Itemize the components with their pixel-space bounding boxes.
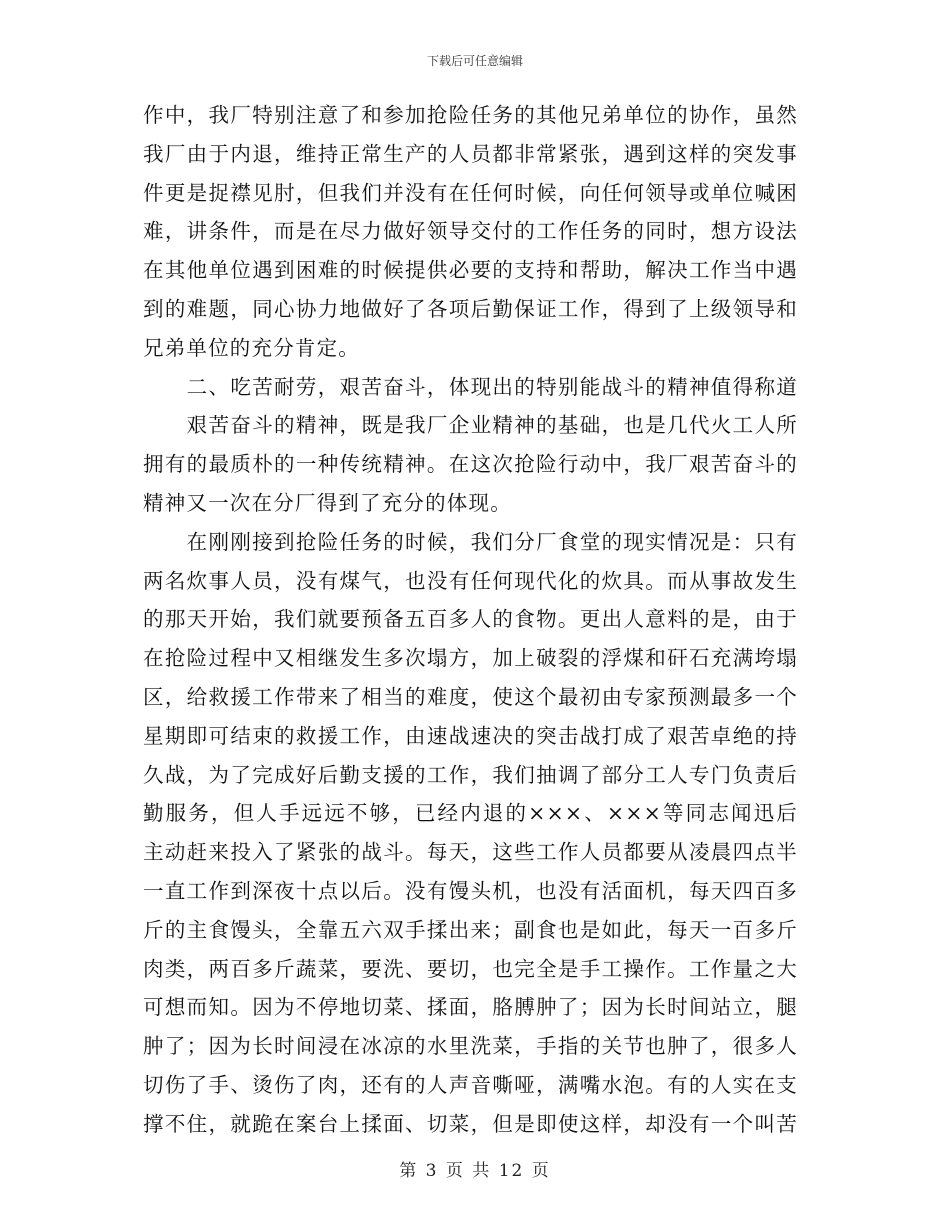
body-line: 切伤了手、烫伤了肉，还有的人声音嘶哑，满嘴水泡。有的人实在支 (143, 1072, 798, 1097)
body-line: 主动赶来投入了紧张的战斗。每天，这些工作人员都要从凌晨四点半 (143, 840, 798, 865)
page-header: 下载后可任意编辑 (426, 54, 523, 68)
body-line: 在其他单位遇到困难的时候提供必要的支持和帮助，解决工作当中遇 (143, 258, 798, 283)
body-line: 可想而知。因为不停地切菜、揉面，胳膊肿了；因为长时间站立，腿 (143, 995, 798, 1020)
body-line: 兄弟单位的充分肯定。 (143, 335, 360, 360)
body-line: 件更是捉襟见肘，但我们并没有在任何时候，向任何领导或单位喊困 (143, 180, 798, 205)
body-line: 斤的主食馒头，全靠五六双手揉出来；副食也是如此，每天一百多斤 (143, 917, 798, 942)
body-line: 撑不住，就跪在案台上揉面、切菜，但是即使这样，却没有一个叫苦 (143, 1111, 798, 1136)
page-footer: 第 3 页 共 12 页 (399, 1161, 551, 1181)
body-line: 肿了；因为长时间浸在冰凉的水里洗菜，手指的关节也肿了，很多人 (143, 1034, 798, 1059)
body-line: 久战，为了完成好后勤支援的工作，我们抽调了部分工人专门负责后 (143, 762, 798, 787)
body-line: 区，给救援工作带来了相当的难度，使这个最初由专家预测最多一个 (143, 684, 798, 709)
body-line: 二、吃苦耐劳，艰苦奋斗，体现出的特别能战斗的精神值得称道 (143, 374, 798, 399)
body-line: 精神又一次在分厂得到了充分的体现。 (143, 490, 512, 515)
body-line: 在抢险过程中又相继发生多次塌方，加上破裂的浮煤和矸石充满垮塌 (143, 646, 798, 671)
document-body (143, 96, 798, 1144)
body-line: 我厂由于内退，维持正常生产的人员都非常紧张，遇到这样的突发事 (143, 141, 798, 166)
body-line: 在刚刚接到抢险任务的时候，我们分厂食堂的现实情况是：只有 (143, 529, 798, 554)
body-line: 肉类，两百多斤蔬菜，要洗、要切，也完全是手工操作。工作量之大 (143, 956, 798, 981)
body-line: 难，讲条件，而是在尽力做好领导交付的工作任务的同时，想方设法 (143, 219, 798, 244)
body-line: 拥有的最质朴的一种传统精神。在这次抢险行动中，我厂艰苦奋斗的 (143, 452, 798, 477)
body-line: 到的难题，同心协力地做好了各项后勤保证工作，得到了上级领导和 (143, 296, 798, 321)
body-line: 的那天开始，我们就要预备五百多人的食物。更出人意料的是，由于 (143, 607, 798, 632)
body-line: 勤服务，但人手远远不够，已经内退的×××、×××等同志闻迅后 (143, 801, 798, 826)
body-line: 作中，我厂特别注意了和参加抢险任务的其他兄弟单位的协作，虽然 (143, 103, 798, 127)
body-line: 星期即可结束的救援工作，由速战速决的突击战打成了艰苦卓绝的持 (143, 723, 798, 748)
body-line: 一直工作到深夜十点以后。没有馒头机，也没有活面机，每天四百多 (143, 878, 798, 903)
body-line: 两名炊事人员，没有煤气，也没有任何现代化的炊具。而从事故发生 (143, 568, 798, 593)
body-line: 艰苦奋斗的精神，既是我厂企业精神的基础，也是几代火工人所 (143, 413, 798, 438)
